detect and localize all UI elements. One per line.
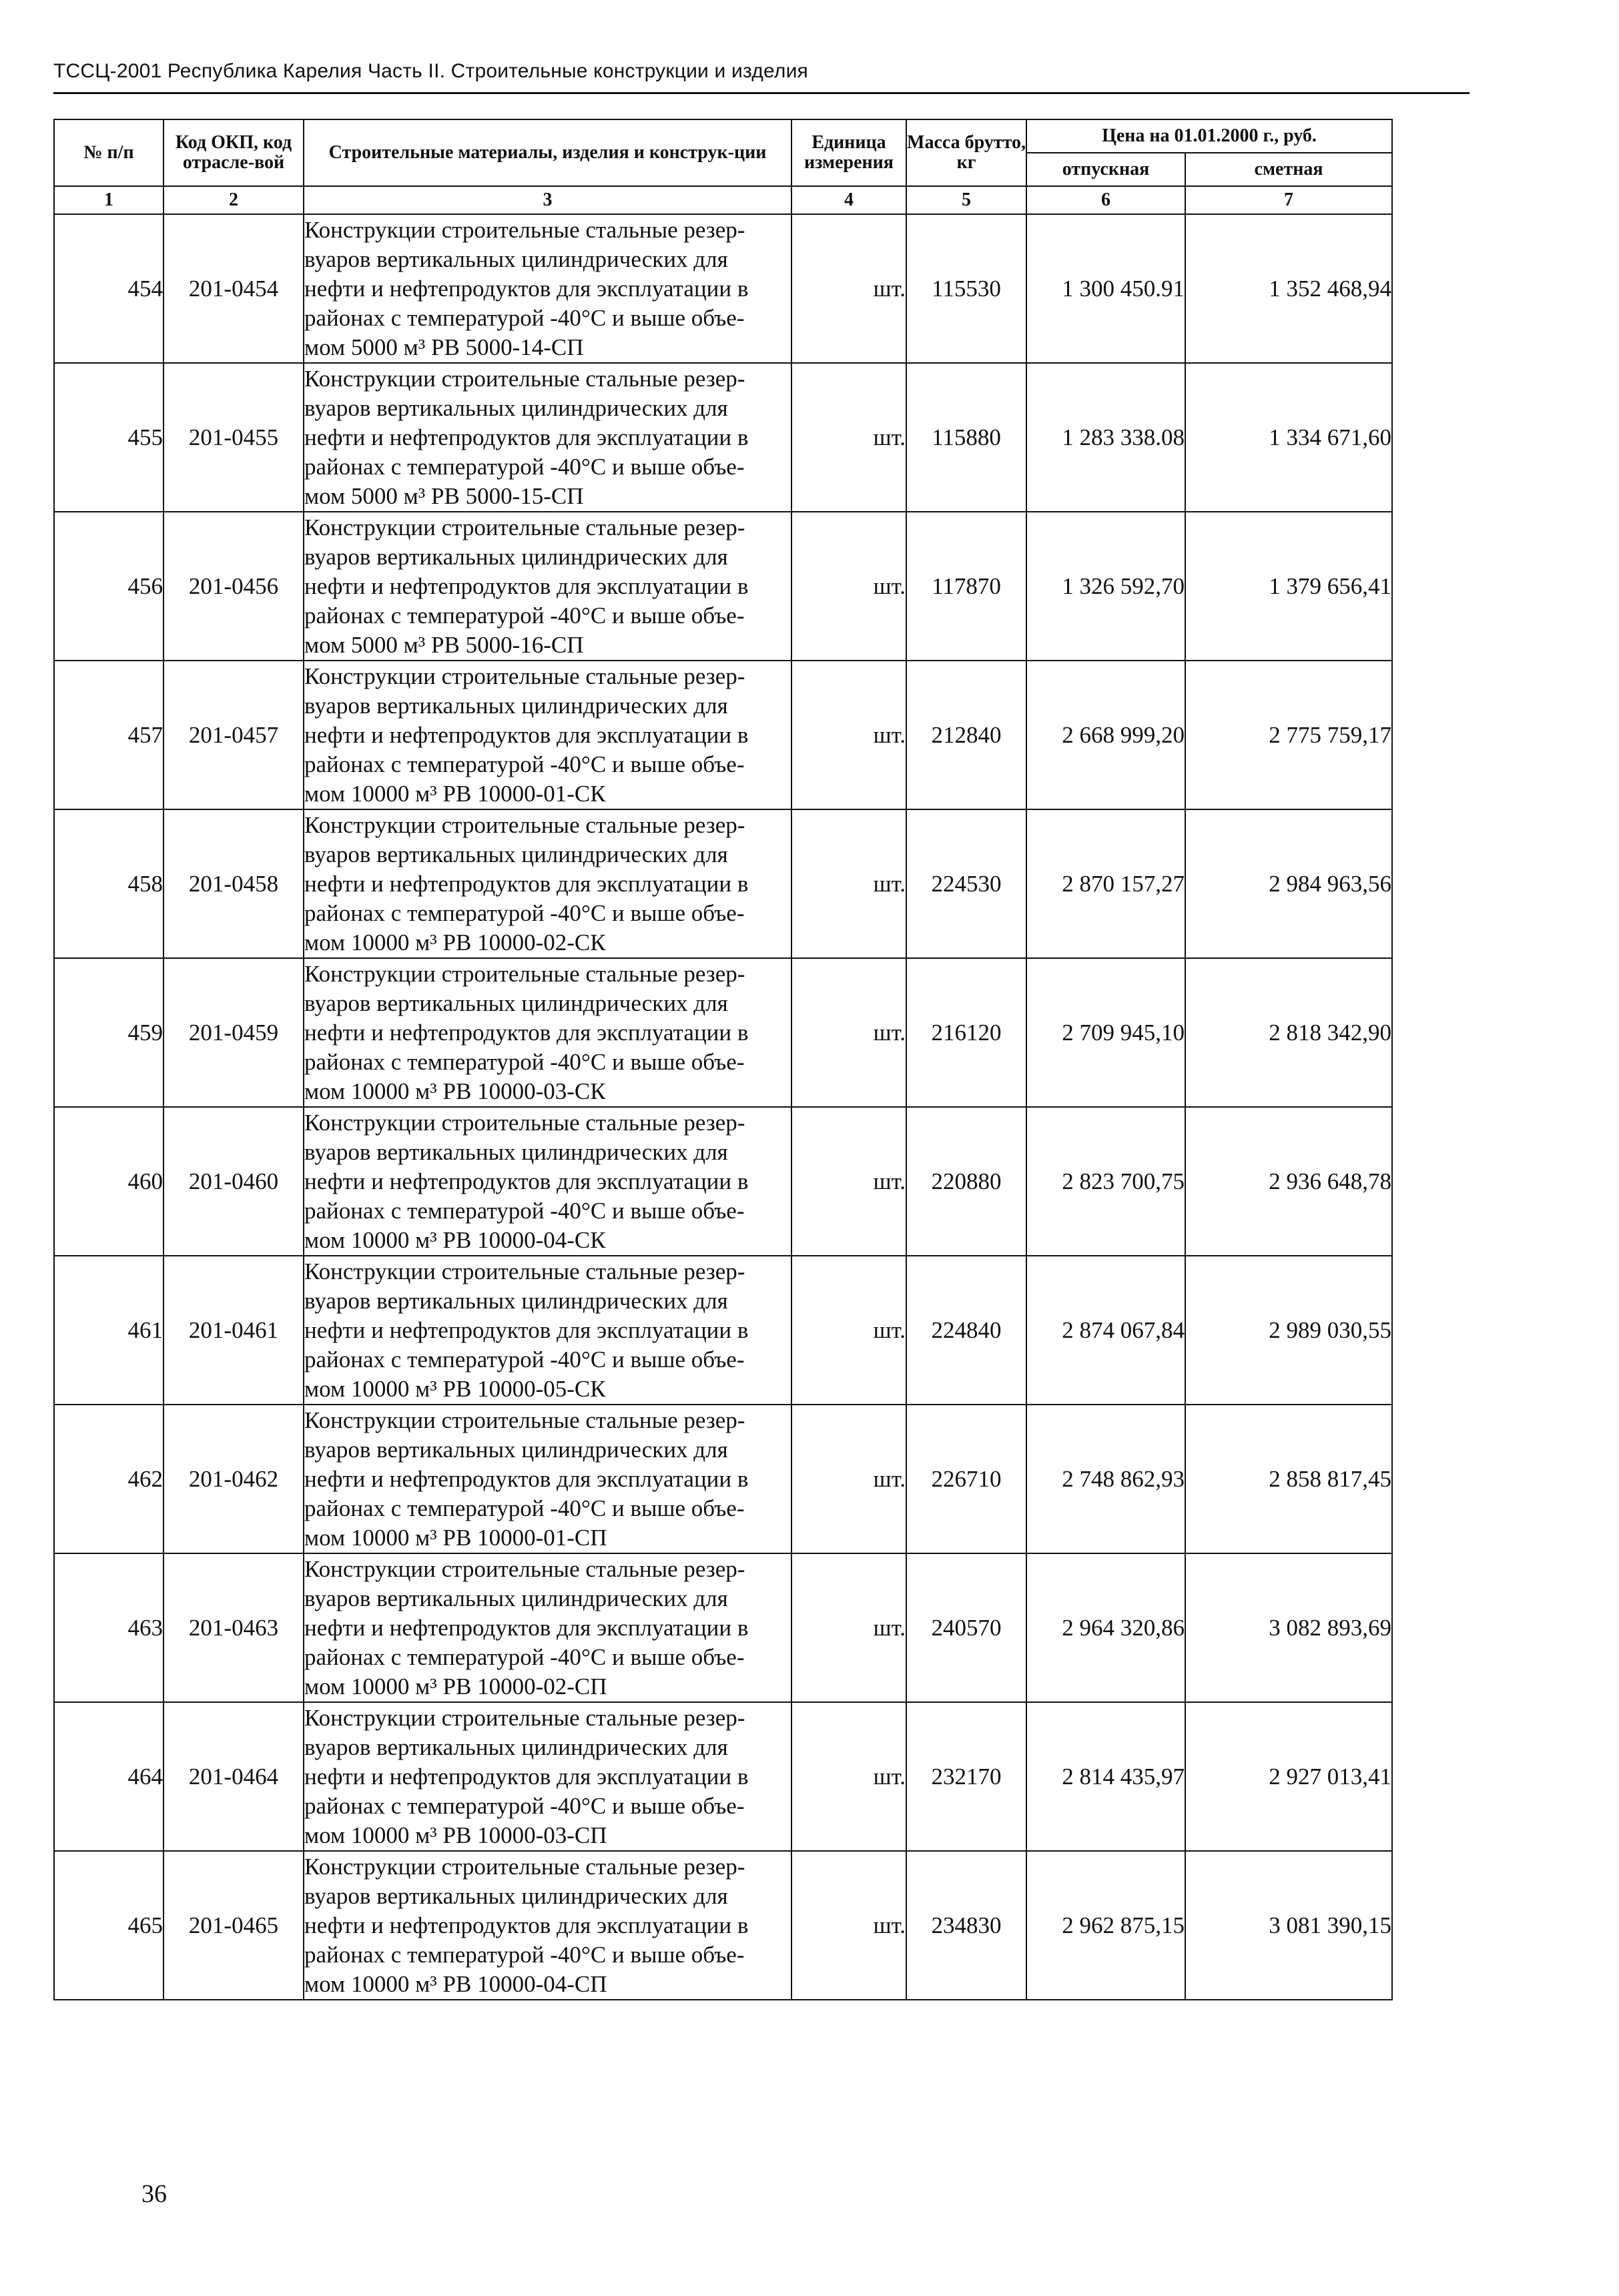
release-price-cell: 2 748 862,93 bbox=[1026, 1405, 1185, 1553]
column-number: 5 bbox=[906, 186, 1026, 214]
okp-code-cell: 201-0456 bbox=[164, 512, 304, 661]
mass-cell: 226710 bbox=[906, 1405, 1026, 1553]
description-cell bbox=[304, 512, 791, 661]
estimate-price-cell: 3 082 893,69 bbox=[1185, 1553, 1392, 1702]
column-number: 4 bbox=[791, 186, 906, 214]
description-cell bbox=[304, 363, 791, 512]
description-line: Конструкции строительные стальные резер- bbox=[304, 811, 745, 838]
description-line: нефти и нефтепродуктов для эксплуатации в bbox=[304, 1316, 749, 1343]
row-number-cell: 456 bbox=[54, 512, 164, 661]
mass-cell: 216120 bbox=[906, 958, 1026, 1107]
table-row bbox=[54, 1256, 1392, 1405]
description-line: районах с температурой -40°С и выше объе- bbox=[304, 602, 745, 629]
row-number-cell: 464 bbox=[54, 1702, 164, 1851]
unit-cell: шт. bbox=[791, 661, 906, 809]
okp-code-cell: 201-0457 bbox=[164, 661, 304, 809]
okp-code-cell: 201-0454 bbox=[164, 214, 304, 363]
table-row bbox=[54, 1405, 1392, 1553]
okp-code-cell: 201-0464 bbox=[164, 1702, 304, 1851]
description-line: Конструкции строительные стальные резер- bbox=[304, 1109, 745, 1136]
release-price-cell: 2 668 999,20 bbox=[1026, 661, 1185, 809]
description-line: мом 10000 м³ РВ 10000-05-СК bbox=[304, 1375, 606, 1402]
description-line: районах с температурой -40°С и выше объе- bbox=[304, 1643, 745, 1670]
description-line: мом 10000 м³ РВ 10000-02-СК bbox=[304, 929, 606, 955]
mass-cell: 115880 bbox=[906, 363, 1026, 512]
table-row bbox=[54, 512, 1392, 661]
estimate-price-cell: 2 775 759,17 bbox=[1185, 661, 1392, 809]
running-header: ТССЦ-2001 Республика Карелия Часть II. Строительные конструкции и изделия bbox=[53, 60, 808, 82]
release-price-cell: 2 709 945,10 bbox=[1026, 958, 1185, 1107]
okp-code-cell: 201-0458 bbox=[164, 809, 304, 958]
description-line: нефти и нефтепродуктов для эксплуатации в bbox=[304, 1763, 749, 1790]
okp-code-cell: 201-0461 bbox=[164, 1256, 304, 1405]
column-number-row bbox=[54, 186, 1392, 214]
description-line: вуаров вертикальных цилиндрических для bbox=[304, 1734, 728, 1760]
description-line: мом 10000 м³ РВ 10000-01-СП bbox=[304, 1524, 607, 1551]
description-line: вуаров вертикальных цилиндрических для bbox=[304, 1882, 728, 1909]
mass-cell: 115530 bbox=[906, 214, 1026, 363]
description-line: районах с температурой -40°С и выше объе- bbox=[304, 1792, 745, 1819]
description-line: районах с температурой -40°С и выше объе- bbox=[304, 1048, 745, 1075]
description-line: вуаров вертикальных цилиндрических для bbox=[304, 1287, 728, 1314]
table-row bbox=[54, 1107, 1392, 1256]
description-cell bbox=[304, 214, 791, 363]
description-line: нефти и нефтепродуктов для эксплуатации в bbox=[304, 275, 749, 302]
estimate-price-cell: 3 081 390,15 bbox=[1185, 1851, 1392, 2000]
release-price-cell: 2 870 157,27 bbox=[1026, 809, 1185, 958]
mass-cell: 220880 bbox=[906, 1107, 1026, 1256]
description-line: Конструкции строительные стальные резер- bbox=[304, 1258, 745, 1284]
release-price-cell: 2 962 875,15 bbox=[1026, 1851, 1185, 2000]
unit-cell: шт. bbox=[791, 363, 906, 512]
okp-code-cell: 201-0462 bbox=[164, 1405, 304, 1553]
description-line: районах с температурой -40°С и выше объе- bbox=[304, 1197, 745, 1224]
table-body bbox=[54, 214, 1392, 2000]
col-header-name: Строительные материалы, изделия и конструк-ции bbox=[304, 119, 791, 186]
row-number-cell: 457 bbox=[54, 661, 164, 809]
row-number-cell: 465 bbox=[54, 1851, 164, 2000]
unit-cell: шт. bbox=[791, 512, 906, 661]
table-row bbox=[54, 661, 1392, 809]
row-number-cell: 455 bbox=[54, 363, 164, 512]
unit-cell: шт. bbox=[791, 1256, 906, 1405]
column-number: 1 bbox=[54, 186, 164, 214]
release-price-cell: 1 300 450.91 bbox=[1026, 214, 1185, 363]
okp-code-cell: 201-0459 bbox=[164, 958, 304, 1107]
release-price-cell: 2 823 700,75 bbox=[1026, 1107, 1185, 1256]
okp-code-cell: 201-0465 bbox=[164, 1851, 304, 2000]
description-cell bbox=[304, 1702, 791, 1851]
estimate-price-cell: 1 334 671,60 bbox=[1185, 363, 1392, 512]
estimate-price-cell: 2 936 648,78 bbox=[1185, 1107, 1392, 1256]
col-header-num: № п/п bbox=[54, 119, 164, 186]
description-line: мом 10000 м³ РВ 10000-03-СП bbox=[304, 1822, 607, 1848]
unit-cell: шт. bbox=[791, 214, 906, 363]
description-line: мом 10000 м³ РВ 10000-04-СП bbox=[304, 1970, 607, 1997]
mass-cell: 224530 bbox=[906, 809, 1026, 958]
description-line: мом 5000 м³ РВ 5000-14-СП bbox=[304, 334, 584, 360]
release-price-cell: 2 874 067,84 bbox=[1026, 1256, 1185, 1405]
description-line: Конструкции строительные стальные резер- bbox=[304, 663, 745, 689]
okp-code-cell: 201-0460 bbox=[164, 1107, 304, 1256]
unit-cell: шт. bbox=[791, 1851, 906, 2000]
unit-cell: шт. bbox=[791, 809, 906, 958]
estimate-price-cell: 2 858 817,45 bbox=[1185, 1405, 1392, 1553]
description-line: нефти и нефтепродуктов для эксплуатации в bbox=[304, 1465, 749, 1492]
release-price-cell: 1 326 592,70 bbox=[1026, 512, 1185, 661]
release-price-cell: 2 964 320,86 bbox=[1026, 1553, 1185, 1702]
description-line: вуаров вертикальных цилиндрических для bbox=[304, 692, 728, 719]
description-line: вуаров вертикальных цилиндрических для bbox=[304, 990, 728, 1016]
description-line: районах с температурой -40°С и выше объе- bbox=[304, 751, 745, 777]
estimate-price-cell: 2 984 963,56 bbox=[1185, 809, 1392, 958]
mass-cell: 224840 bbox=[906, 1256, 1026, 1405]
col-header-mass: Масса брутто, кг bbox=[906, 119, 1026, 186]
table-row bbox=[54, 958, 1392, 1107]
description-line: мом 5000 м³ РВ 5000-15-СП bbox=[304, 482, 584, 509]
unit-cell: шт. bbox=[791, 1702, 906, 1851]
description-line: районах с температурой -40°С и выше объе- bbox=[304, 1941, 745, 1968]
price-table bbox=[53, 119, 1393, 2000]
description-cell bbox=[304, 1256, 791, 1405]
okp-code-cell: 201-0463 bbox=[164, 1553, 304, 1702]
description-line: мом 10000 м³ РВ 10000-02-СП bbox=[304, 1673, 607, 1699]
description-cell bbox=[304, 958, 791, 1107]
okp-code-cell: 201-0455 bbox=[164, 363, 304, 512]
description-line: районах с температурой -40°С и выше объе- bbox=[304, 1346, 745, 1373]
row-number-cell: 458 bbox=[54, 809, 164, 958]
description-line: мом 10000 м³ РВ 10000-04-СК bbox=[304, 1226, 606, 1253]
description-line: вуаров вертикальных цилиндрических для bbox=[304, 1138, 728, 1165]
table-row bbox=[54, 1553, 1392, 1702]
mass-cell: 240570 bbox=[906, 1553, 1026, 1702]
unit-cell: шт. bbox=[791, 1107, 906, 1256]
description-line: нефти и нефтепродуктов для эксплуатации в bbox=[304, 572, 749, 599]
col-header-price-release: отпускная bbox=[1026, 153, 1185, 186]
table-row bbox=[54, 214, 1392, 363]
description-line: районах с температурой -40°С и выше объе- bbox=[304, 453, 745, 480]
estimate-price-cell: 2 818 342,90 bbox=[1185, 958, 1392, 1107]
description-line: нефти и нефтепродуктов для эксплуатации в bbox=[304, 870, 749, 897]
description-cell bbox=[304, 1553, 791, 1702]
description-line: мом 5000 м³ РВ 5000-16-СП bbox=[304, 631, 584, 658]
table-row bbox=[54, 1851, 1392, 2000]
row-number-cell: 462 bbox=[54, 1405, 164, 1553]
column-number: 7 bbox=[1185, 186, 1392, 214]
description-line: мом 10000 м³ РВ 10000-03-СК bbox=[304, 1078, 606, 1104]
description-cell bbox=[304, 1405, 791, 1553]
description-line: нефти и нефтепродуктов для эксплуатации в bbox=[304, 721, 749, 748]
description-line: вуаров вертикальных цилиндрических для bbox=[304, 246, 728, 272]
mass-cell: 232170 bbox=[906, 1702, 1026, 1851]
unit-cell: шт. bbox=[791, 1405, 906, 1553]
description-line: районах с температурой -40°С и выше объе- bbox=[304, 899, 745, 926]
description-line: нефти и нефтепродуктов для эксплуатации в bbox=[304, 1168, 749, 1194]
description-line: Конструкции строительные стальные резер- bbox=[304, 960, 745, 987]
description-cell bbox=[304, 809, 791, 958]
description-line: вуаров вертикальных цилиндрических для bbox=[304, 1585, 728, 1611]
column-number: 3 bbox=[304, 186, 791, 214]
description-line: вуаров вертикальных цилиндрических для bbox=[304, 1436, 728, 1463]
description-line: Конструкции строительные стальные резер- bbox=[304, 365, 745, 392]
release-price-cell: 2 814 435,97 bbox=[1026, 1702, 1185, 1851]
row-number-cell: 454 bbox=[54, 214, 164, 363]
description-line: Конструкции строительные стальные резер- bbox=[304, 1555, 745, 1582]
header-rule bbox=[53, 92, 1470, 94]
description-line: вуаров вертикальных цилиндрических для bbox=[304, 841, 728, 867]
column-number: 6 bbox=[1026, 186, 1185, 214]
estimate-price-cell: 2 989 030,55 bbox=[1185, 1256, 1392, 1405]
description-line: нефти и нефтепродуктов для эксплуатации в bbox=[304, 424, 749, 450]
release-price-cell: 1 283 338.08 bbox=[1026, 363, 1185, 512]
table-row bbox=[54, 363, 1392, 512]
col-header-unit: Единица измерения bbox=[791, 119, 906, 186]
column-number: 2 bbox=[164, 186, 304, 214]
description-line: районах с температурой -40°С и выше объе- bbox=[304, 1495, 745, 1521]
col-header-code: Код ОКП, код отрасле-вой bbox=[164, 119, 304, 186]
unit-cell: шт. bbox=[791, 958, 906, 1107]
description-line: мом 10000 м³ РВ 10000-01-СК bbox=[304, 780, 606, 807]
description-cell bbox=[304, 1851, 791, 2000]
row-number-cell: 463 bbox=[54, 1553, 164, 1702]
description-line: нефти и нефтепродуктов для эксплуатации в bbox=[304, 1912, 749, 1938]
description-line: вуаров вертикальных цилиндрических для bbox=[304, 394, 728, 421]
table-row bbox=[54, 809, 1392, 958]
description-line: Конструкции строительные стальные резер- bbox=[304, 216, 745, 243]
estimate-price-cell: 1 352 468,94 bbox=[1185, 214, 1392, 363]
mass-cell: 212840 bbox=[906, 661, 1026, 809]
table-row bbox=[54, 1702, 1392, 1851]
page-number: 36 bbox=[141, 2180, 167, 2208]
row-number-cell: 459 bbox=[54, 958, 164, 1107]
description-line: Конструкции строительные стальные резер- bbox=[304, 1704, 745, 1731]
description-line: нефти и нефтепродуктов для эксплуатации в bbox=[304, 1614, 749, 1641]
description-line: Конструкции строительные стальные резер- bbox=[304, 1853, 745, 1880]
mass-cell: 234830 bbox=[906, 1851, 1026, 2000]
row-number-cell: 461 bbox=[54, 1256, 164, 1405]
col-header-price-group: Цена на 01.01.2000 г., руб. bbox=[1026, 119, 1392, 153]
description-line: Конструкции строительные стальные резер- bbox=[304, 514, 745, 540]
description-cell bbox=[304, 661, 791, 809]
col-header-price-estimate: сметная bbox=[1185, 153, 1392, 186]
description-line: Конструкции строительные стальные резер- bbox=[304, 1407, 745, 1433]
estimate-price-cell: 1 379 656,41 bbox=[1185, 512, 1392, 661]
mass-cell: 117870 bbox=[906, 512, 1026, 661]
unit-cell: шт. bbox=[791, 1553, 906, 1702]
description-cell bbox=[304, 1107, 791, 1256]
row-number-cell: 460 bbox=[54, 1107, 164, 1256]
description-line: вуаров вертикальных цилиндрических для bbox=[304, 543, 728, 570]
description-line: районах с температурой -40°С и выше объе- bbox=[304, 304, 745, 331]
estimate-price-cell: 2 927 013,41 bbox=[1185, 1702, 1392, 1851]
description-line: нефти и нефтепродуктов для эксплуатации в bbox=[304, 1019, 749, 1046]
